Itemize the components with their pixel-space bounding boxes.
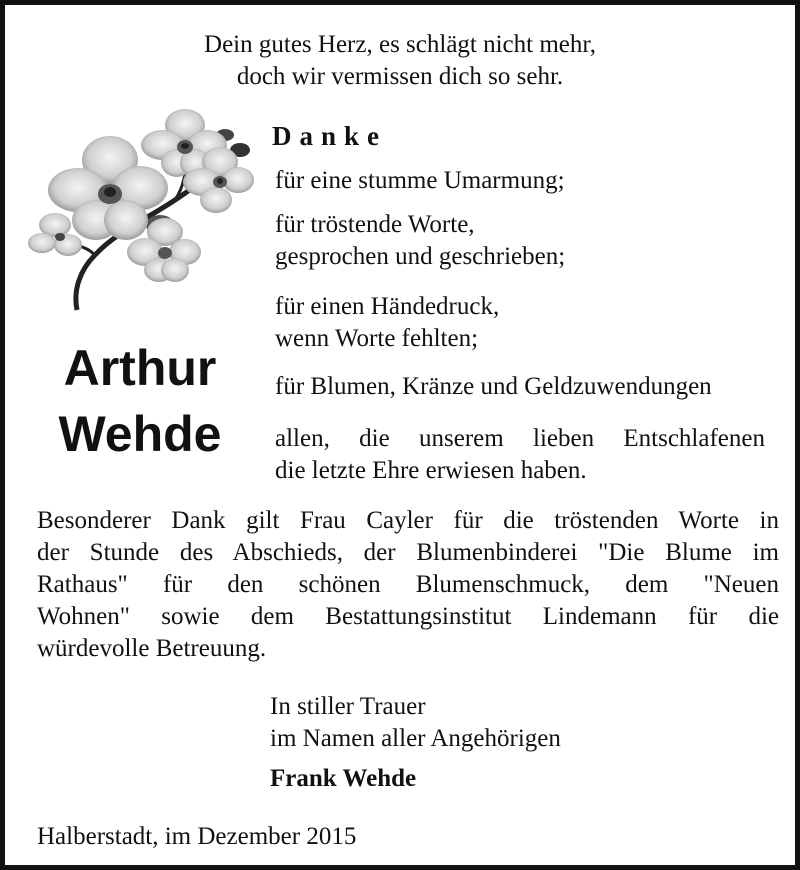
thanks-item-4: für einen Händedruck, — [275, 293, 500, 320]
verse-line-2: doch wir vermissen dich so sehr. — [236, 63, 564, 90]
thanks-item-1: für eine stumme Umarmung; — [275, 167, 565, 194]
thanks-item-8: die letzte Ehre erwiesen haben. — [275, 457, 587, 484]
thanks-heading: Danke — [272, 121, 388, 151]
special-thanks-line-3: Rathaus" für den schönen Blumenschmuck, dem "Neuen — [37, 571, 779, 598]
thanks-item-5: wenn Worte fehlten; — [275, 325, 479, 352]
special-thanks-line-2: der Stunde des Abschieds, der Blumenbinderei "Die Blume im — [37, 539, 779, 566]
signature-line-2: im Namen aller Angehörigen — [270, 725, 561, 752]
verse-line-1: Dein gutes Herz, es schlägt nicht mehr, — [204, 31, 596, 58]
deceased-last-name: Wehde — [58, 406, 222, 462]
special-thanks-line-4: Wohnen" sowie dem Bestattungsinstitut Lindemann für die — [37, 603, 779, 630]
place-date: Halberstadt, im Dezember 2015 — [37, 823, 357, 850]
thanks-item-7: allen, die unserem lieben Entschlafenen — [275, 425, 765, 452]
deceased-first-name: Arthur — [63, 340, 217, 396]
thanks-item-6: für Blumen, Kränze und Geldzuwendungen — [275, 373, 712, 400]
thanks-item-2: für tröstende Worte, — [275, 211, 475, 238]
signer-name: Frank Wehde — [270, 765, 417, 792]
special-thanks-line-1: Besonderer Dank gilt Frau Cayler für die tröstenden Worte in — [37, 507, 779, 534]
thanks-item-3: gesprochen und geschrieben; — [275, 243, 566, 270]
special-thanks-line-5: würdevolle Betreuung. — [37, 635, 267, 662]
orchid-branch-icon — [25, 105, 260, 315]
signature-line-1: In stiller Trauer — [270, 693, 426, 720]
